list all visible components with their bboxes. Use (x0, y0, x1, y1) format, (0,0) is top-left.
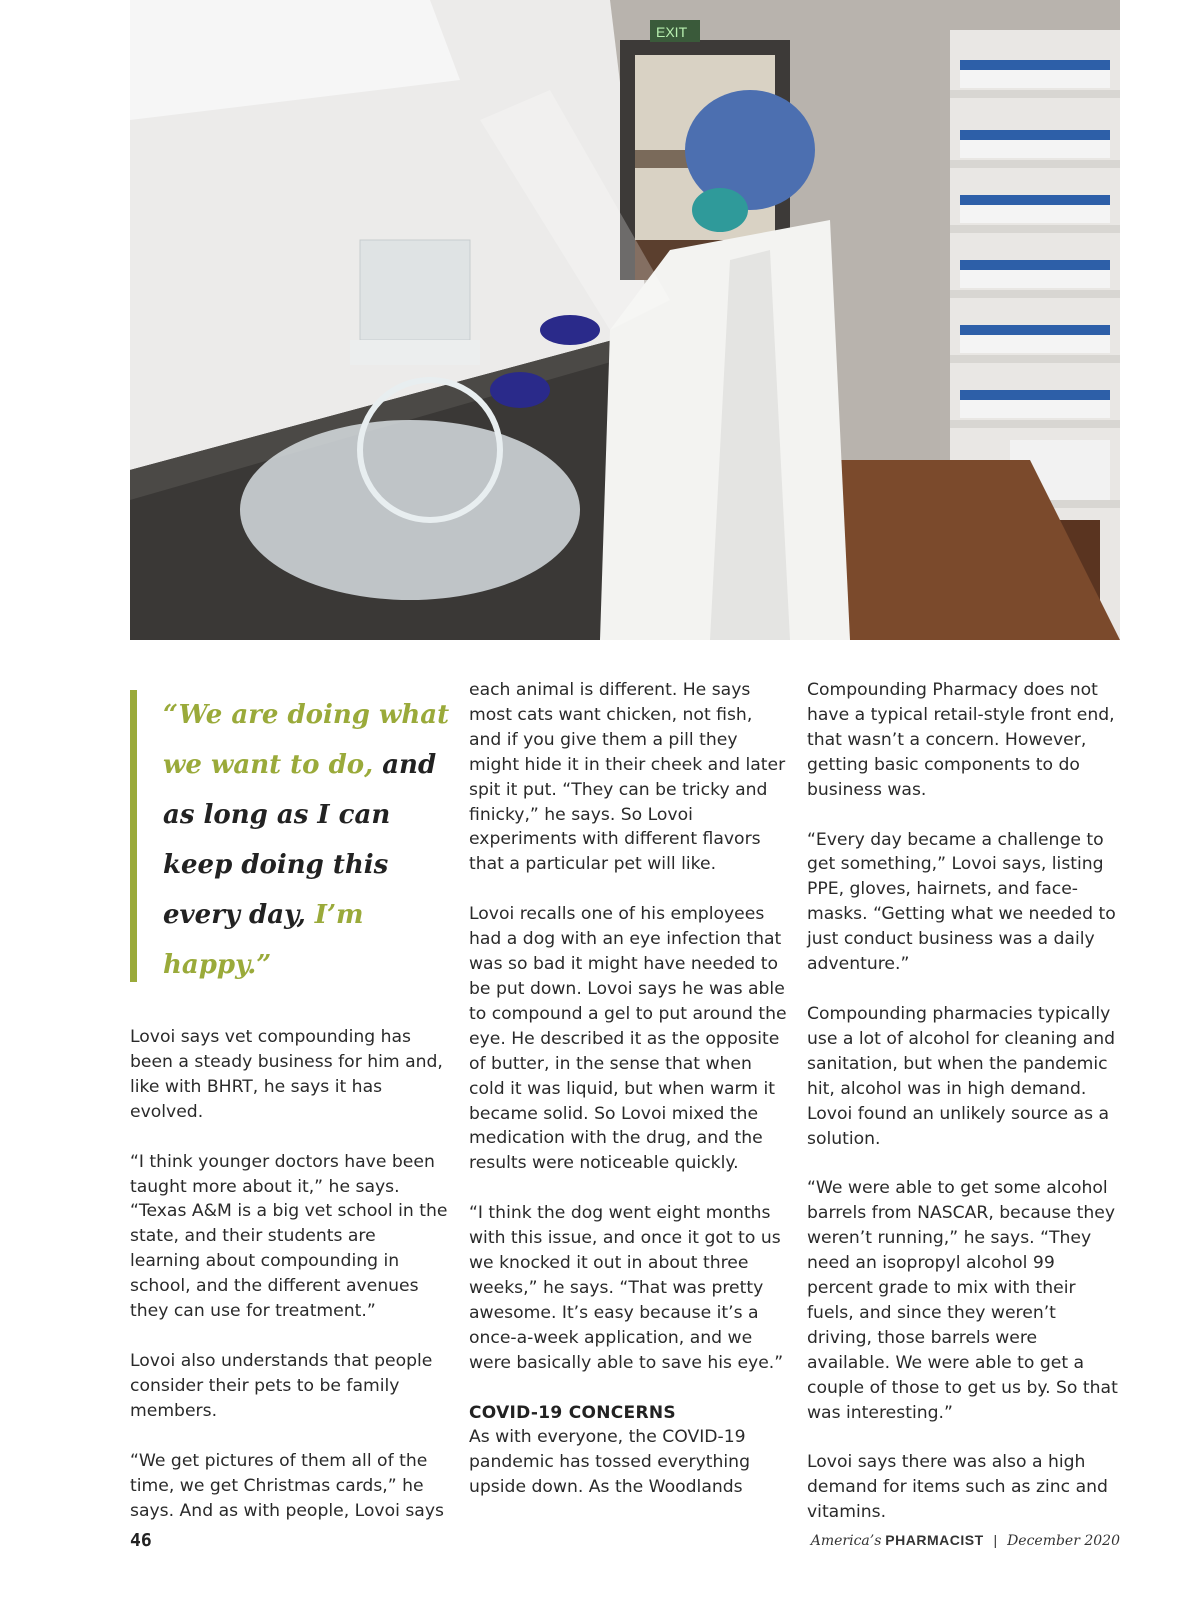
paragraph: “Every day became a challenge to get something,” Lovoi says, listing PPE, gloves, hairnets, and face-masks. “Getting what we needed to just conduct business was a daily adventure.” (807, 829, 1116, 975)
paragraph: each animal is different. He says most cats want chicken, not fish, and if you give them a pill they might hide it in their cheek and later spit it put. “They can be tricky and finicky,” he says. So Lovoi experiments with different flavors that a particular pet will like. (469, 680, 786, 875)
paragraph: Lovoi also understands that people consider their pets to be family members. (130, 1350, 433, 1421)
footer-separator: | (993, 1532, 998, 1548)
paragraph: “We get pictures of them all of the time, we get Christmas cards,” he says. And as with people, Lovoi says (130, 1450, 444, 1521)
paragraph: “I think younger doctors have been taught more about it,” he says. “Texas A&M is a big vet school in the state, and their students are learning about compounding in school, and the different avenues they can use for treatment.” (130, 1151, 448, 1322)
magazine-name: PHARMACIST (885, 1532, 984, 1548)
section-subhead: COVID-19 CONCERNS (469, 1402, 676, 1423)
pull-quote-part2: and as long as I can keep doing this every day, (163, 750, 437, 930)
paragraph: “I think the dog went eight months with this issue, and once it got to us we knocked it out in about three weeks,” he says. “That was pretty awesome. It’s easy because it’s a once-a-week application, and we were basically able to save his eye.” (469, 1203, 784, 1373)
page-number: 46 (130, 1530, 152, 1551)
paragraph: Lovoi recalls one of his employees had a dog with an eye infection that was so bad it might have needed to be put down. Lovoi says he was able to compound a gel to put around the eye. He described it as the opposite of butter, in the sense that when cold it was liquid, but when warm it became solid. So Lovoi mixed the medication with the drug, and the results were noticeable quickly. (469, 904, 787, 1174)
paragraph: “We were able to get some alcohol barrels from NASCAR, because they weren’t running,” he says. “They need an isopropyl alcohol 99 percent grade to mix with their fuels, and since they weren’t driving, those barrels were available. We were able to get a couple of those to get us by. So that was interesting.” (807, 1178, 1118, 1423)
paragraph: Compounding Pharmacy does not have a typical retail-style front end, that wasn’t a concern. However, getting basic components to do business was. (807, 680, 1115, 800)
paragraph: Lovoi says there was also a high demand for items such as zinc and vitamins. (807, 1452, 1108, 1523)
magazine-prefix: America’s (810, 1533, 882, 1549)
article-photo (130, 0, 1120, 640)
column-2 (469, 678, 787, 1525)
pull-quote-part3: I’m happy.” (163, 900, 364, 980)
paragraph: Compounding pharmacies typically use a lot of alcohol for cleaning and sanitation, but when the pandemic hit, alcohol was in high demand. Lovoi found an unlikely source as a solution. (807, 1003, 1116, 1149)
column-1 (130, 1025, 448, 1548)
pharmacy-lab-photo (130, 0, 1120, 640)
pull-quote-part1: “We are doing what we want to do, (163, 700, 450, 780)
issue-date: December 2020 (1007, 1533, 1120, 1549)
column-3 (807, 678, 1125, 1550)
paragraph: As with everyone, the COVID-19 pandemic has tossed everything upside down. As the Woodlands (469, 1427, 750, 1498)
exit-sign-text: EXIT (656, 24, 688, 40)
pull-quote (130, 690, 463, 982)
magazine-footer (811, 1532, 1120, 1549)
paragraph: Lovoi says vet compounding has been a steady business for him and, like with BHRT, he says it has evolved. (130, 1027, 443, 1122)
